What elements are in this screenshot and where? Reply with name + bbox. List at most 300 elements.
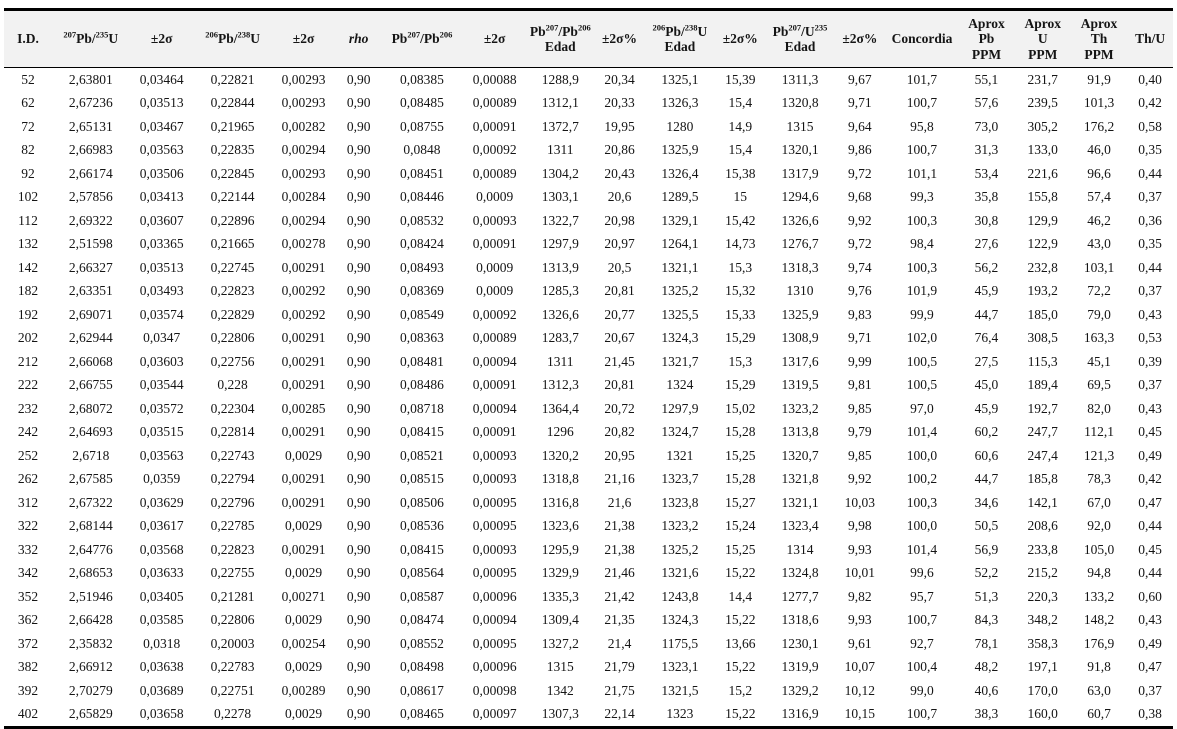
table-cell: 0,03513	[139, 95, 184, 110]
row-id-cell: 82	[21, 142, 35, 157]
table-cell: 1320,2	[541, 447, 579, 463]
table-cell: 1320,1	[781, 142, 819, 157]
table-cell: 247,4	[1027, 447, 1058, 463]
table-cell: 1295,9	[541, 541, 579, 557]
table-cell: 0,00294	[281, 212, 326, 228]
table-cell: 0,08521	[400, 447, 444, 463]
table-cell: 0,03493	[139, 283, 184, 298]
table-cell: 94,8	[1087, 565, 1111, 580]
table-cell: 0,00091	[472, 236, 517, 251]
table-cell: 0,00254	[281, 635, 326, 651]
table-cell: 2,70279	[68, 682, 113, 698]
table-row	[4, 608, 1173, 632]
table-cell: 0,22829	[210, 306, 255, 322]
table-cell: 20,95	[604, 447, 635, 463]
table-cell: 1297,9	[661, 400, 699, 416]
table-cell: 0,22823	[210, 283, 255, 298]
table-cell: 0,08718	[400, 400, 444, 416]
row-id-cell: 262	[17, 471, 39, 486]
table-cell: 0,08549	[400, 306, 444, 322]
table-cell: 1277,7	[781, 588, 819, 604]
table-cell: 0,90	[346, 118, 371, 134]
table-cell: 0,90	[346, 682, 371, 698]
table-cell: 0,08506	[400, 494, 444, 510]
table-cell: 21,6	[607, 494, 632, 510]
table-cell: 91,8	[1087, 659, 1111, 674]
table-cell: 1303,1	[541, 189, 579, 204]
table-cell: 92,7	[910, 635, 934, 651]
table-cell: 0,22845	[210, 165, 255, 181]
table-cell: 160,0	[1027, 706, 1058, 721]
table-cell: 1309,4	[541, 612, 579, 627]
table-cell: 101,7	[906, 71, 938, 87]
table-cell: 0,08451	[400, 165, 444, 181]
column-header-aprox-u-ppm: Aprox U PPM	[1024, 16, 1061, 62]
table-cell: 72,2	[1087, 283, 1111, 298]
table-cell: 100,7	[906, 612, 938, 627]
table-cell: 0,00095	[472, 635, 517, 651]
table-cell: 0,22794	[210, 471, 255, 486]
table-cell: 0,90	[346, 95, 371, 110]
table-cell: 1276,7	[781, 236, 819, 251]
table-cell: 1319,9	[781, 659, 819, 674]
table-cell: 1324,8	[781, 565, 819, 580]
table-cell: 1294,6	[781, 189, 819, 204]
table-cell: 0,08446	[400, 189, 444, 204]
table-cell: 21,4	[607, 635, 632, 651]
table-cell: 1315	[546, 659, 574, 674]
table-cell: 0,22756	[210, 353, 255, 369]
table-cell: 1321,1	[661, 259, 699, 275]
table-cell: 99,9	[910, 306, 934, 322]
table-cell: 45,0	[974, 377, 999, 392]
table-cell: 0,0009	[476, 283, 514, 298]
table-cell: 0,00093	[472, 447, 517, 463]
table-cell: 0,90	[346, 165, 371, 181]
table-cell: 15,02	[725, 400, 756, 416]
table-cell: 0,90	[346, 189, 371, 204]
table-cell: 0,00093	[472, 212, 517, 228]
table-cell: 0,0009	[476, 189, 514, 204]
table-row	[4, 67, 1173, 91]
table-row	[4, 162, 1173, 186]
table-cell: 2,67236	[68, 95, 113, 110]
row-id-cell: 332	[17, 541, 39, 557]
row-id-cell: 312	[17, 494, 39, 510]
table-row	[4, 585, 1173, 609]
table-cell: 0,44	[1138, 518, 1162, 533]
table-cell: 30,8	[974, 212, 999, 228]
table-cell: 2,6718	[72, 447, 110, 463]
row-id-cell: 112	[18, 212, 38, 228]
table-cell: 1372,7	[541, 118, 579, 134]
table-cell: 0,0029	[284, 518, 323, 533]
table-cell: 0,08465	[400, 706, 444, 721]
table-cell: 0,00094	[472, 400, 517, 416]
table-cell: 0,21281	[210, 588, 255, 604]
table-cell: 0,0848	[403, 142, 441, 157]
table-row	[4, 303, 1173, 327]
table-cell: 0,37	[1138, 189, 1162, 204]
table-cell: 1324,3	[661, 330, 699, 345]
table-cell: 0,00271	[281, 588, 326, 604]
table-cell: 133,2	[1083, 588, 1115, 604]
table-cell: 57,6	[974, 95, 999, 110]
table-cell: 2,64693	[68, 424, 113, 439]
table-cell: 0,08415	[400, 424, 444, 439]
table-cell: 247,7	[1027, 424, 1058, 439]
table-cell: 0,00091	[472, 424, 517, 439]
row-id-cell: 92	[21, 165, 35, 181]
row-id-cell: 192	[17, 306, 39, 322]
table-cell: 0,37	[1138, 682, 1162, 698]
table-cell: 0,0359	[143, 471, 181, 486]
table-cell: 1313,8	[781, 424, 819, 439]
table-cell: 60,6	[974, 447, 999, 463]
table-cell: 1321,6	[661, 565, 699, 580]
table-cell: 1304,2	[541, 165, 579, 181]
table-cell: 0,00088	[472, 71, 517, 87]
row-id-cell: 142	[17, 259, 39, 275]
table-cell: 1318,6	[781, 612, 819, 627]
row-id-cell: 212	[17, 353, 39, 369]
table-cell: 1322,7	[541, 212, 579, 228]
table-cell: 15,2	[728, 682, 753, 698]
table-cell: 0,90	[346, 541, 371, 557]
table-cell: 55,1	[974, 71, 999, 87]
table-cell: 0,03617	[139, 518, 184, 533]
table-cell: 69,5	[1087, 377, 1111, 392]
table-cell: 1325,9	[661, 142, 699, 157]
table-cell: 0,00293	[281, 165, 326, 181]
table-cell: 100,5	[906, 377, 938, 392]
table-cell: 15,25	[725, 541, 756, 557]
table-cell: 0,00093	[472, 471, 517, 486]
table-cell: 1312,1	[541, 95, 579, 110]
table-cell: 1324,7	[661, 424, 699, 439]
table-cell: 9,72	[848, 236, 872, 251]
table-cell: 43,0	[1087, 236, 1111, 251]
table-cell: 0,00095	[472, 565, 517, 580]
table-cell: 15,28	[725, 424, 756, 439]
table-cell: 20,82	[604, 424, 635, 439]
table-cell: 215,2	[1027, 565, 1058, 580]
table-cell: 35,8	[974, 189, 999, 204]
table-cell: 0,08552	[400, 635, 444, 651]
table-cell: 100,5	[906, 353, 938, 369]
table-row	[4, 115, 1173, 139]
table-cell: 129,9	[1027, 212, 1058, 228]
table-cell: 15,22	[725, 706, 756, 721]
row-id-cell: 362	[17, 612, 39, 627]
table-cell: 0,40	[1138, 71, 1162, 87]
table-cell: 9,74	[848, 259, 872, 275]
table-cell: 0,22823	[210, 541, 255, 557]
table-cell: 15,28	[725, 471, 756, 486]
table-cell: 0,00291	[281, 494, 326, 510]
row-id-cell: 132	[17, 236, 39, 251]
table-cell: 96,6	[1087, 165, 1111, 181]
table-cell: 142,1	[1027, 494, 1058, 510]
table-cell: 0,03506	[139, 165, 184, 181]
table-cell: 21,45	[604, 353, 635, 369]
table-cell: 358,3	[1027, 635, 1058, 651]
table-cell: 9,83	[848, 306, 872, 322]
table-cell: 1364,4	[541, 400, 579, 416]
table-cell: 20,97	[604, 236, 635, 251]
table-cell: 1342	[546, 682, 574, 698]
table-cell: 1285,3	[541, 283, 579, 298]
table-cell: 0,00094	[472, 353, 517, 369]
table-cell: 0,22755	[210, 565, 255, 580]
table-cell: 0,90	[346, 377, 371, 392]
table-cell: 98,4	[910, 236, 934, 251]
table-cell: 2,69322	[68, 212, 113, 228]
table-cell: 1308,9	[781, 330, 819, 345]
table-cell: 44,7	[974, 306, 999, 322]
table-cell: 0,21965	[210, 118, 255, 134]
table-cell: 0,60	[1138, 588, 1162, 604]
table-cell: 14,4	[728, 588, 753, 604]
table-cell: 56,2	[974, 259, 999, 275]
table-cell: 0,0318	[143, 635, 181, 651]
table-cell: 14,9	[728, 118, 753, 134]
table-cell: 0,03568	[139, 541, 184, 557]
table-cell: 1317,6	[781, 353, 819, 369]
table-cell: 9,72	[848, 165, 872, 181]
table-cell: 2,63801	[68, 71, 113, 87]
table-cell: 0,90	[346, 400, 371, 416]
table-cell: 9,67	[848, 71, 872, 87]
column-header-pb207-pb206-ratio: Pb$^{207}$/Pb$^{206}$	[391, 29, 453, 47]
table-cell: 0,47	[1138, 494, 1162, 510]
table-row	[4, 373, 1173, 397]
table-cell: 19,95	[604, 118, 635, 134]
table-cell: 112,1	[1084, 424, 1114, 439]
table-cell: 0,22896	[210, 212, 255, 228]
table-cell: 13,66	[725, 635, 756, 651]
table-cell: 1317,9	[781, 165, 819, 181]
header-row	[4, 10, 1173, 68]
table-cell: 0,00291	[281, 541, 326, 557]
table-cell: 0,08424	[400, 236, 444, 251]
table-cell: 0,22844	[210, 95, 255, 110]
table-cell: 0,90	[346, 706, 371, 721]
table-cell: 9,64	[848, 118, 872, 134]
table-cell: 0,39	[1138, 353, 1162, 369]
table-row	[4, 632, 1173, 656]
table-cell: 101,3	[1083, 95, 1115, 110]
row-id-cell: 102	[17, 189, 39, 204]
table-cell: 20,33	[604, 95, 635, 110]
table-cell: 9,71	[848, 95, 872, 110]
table-cell: 21,75	[604, 682, 635, 698]
table-cell: 0,00292	[281, 283, 326, 298]
table-cell: 100,0	[906, 447, 938, 463]
table-cell: 91,9	[1087, 71, 1111, 87]
table-cell: 0,00289	[281, 682, 326, 698]
table-cell: 0,45	[1138, 424, 1162, 439]
table-cell: 148,2	[1083, 612, 1115, 627]
table-cell: 1325,2	[661, 541, 699, 557]
table-cell: 0,03633	[139, 565, 184, 580]
table-cell: 97,0	[910, 400, 934, 416]
table-cell: 0,49	[1138, 447, 1162, 463]
table-cell: 101,9	[906, 283, 938, 298]
table-cell: 0,00096	[472, 588, 517, 604]
table-cell: 0,00091	[472, 118, 517, 134]
table-row	[4, 467, 1173, 491]
table-cell: 1325,2	[661, 283, 699, 298]
table-cell: 0,0347	[143, 330, 181, 345]
table-cell: 185,0	[1027, 306, 1058, 322]
table-cell: 1283,7	[541, 330, 579, 345]
isotope-data-table	[4, 8, 1173, 729]
table-row	[4, 561, 1173, 585]
table-cell: 9,99	[848, 353, 872, 369]
table-cell: 20,43	[604, 165, 635, 181]
table-cell: 0,90	[346, 471, 371, 486]
column-header-th-u-ratio: Th/U	[1135, 31, 1166, 47]
table-cell: 155,8	[1027, 189, 1058, 204]
table-cell: 0,08493	[400, 259, 444, 275]
table-cell: 0,45	[1138, 541, 1162, 557]
table-cell: 9,93	[848, 612, 872, 627]
table-cell: 9,86	[848, 142, 872, 157]
column-header-rho: rho	[348, 31, 369, 47]
table-cell: 0,90	[346, 212, 371, 228]
table-cell: 9,76	[848, 283, 872, 298]
table-cell: 1318,8	[541, 471, 579, 486]
table-cell: 56,9	[974, 541, 999, 557]
table-cell: 348,2	[1027, 612, 1058, 627]
table-cell: 15,22	[725, 565, 756, 580]
table-cell: 0,00294	[281, 142, 326, 157]
table-cell: 103,1	[1083, 259, 1115, 275]
table-cell: 0,03413	[139, 189, 184, 204]
column-header-err-2sigma-2: ±2σ	[292, 31, 315, 47]
table-cell: 20,34	[604, 71, 635, 87]
table-cell: 1310	[786, 283, 814, 298]
table-cell: 15,33	[725, 306, 756, 322]
table-cell: 45,9	[974, 400, 999, 416]
table-cell: 15,22	[725, 612, 756, 627]
table-cell: 27,6	[974, 236, 999, 251]
table-cell: 100,3	[906, 212, 938, 228]
table-cell: 9,79	[848, 424, 872, 439]
table-cell: 1321,5	[661, 682, 699, 698]
table-cell: 0,90	[346, 330, 371, 345]
table-cell: 100,0	[906, 518, 938, 533]
table-cell: 0,22796	[210, 494, 255, 510]
table-cell: 0,36	[1138, 212, 1162, 228]
row-id-cell: 342	[17, 565, 39, 580]
table-cell: 0,00291	[281, 330, 326, 345]
table-cell: 0,00291	[281, 259, 326, 275]
table-cell: 15,4	[728, 95, 753, 110]
table-cell: 40,6	[974, 682, 999, 698]
row-id-cell: 372	[17, 635, 39, 651]
table-cell: 0,00291	[281, 377, 326, 392]
table-cell: 2,68144	[68, 518, 113, 533]
row-id-cell: 322	[17, 518, 39, 533]
table-cell: 0,22751	[210, 682, 255, 698]
table-cell: 0,03689	[139, 682, 184, 698]
table-cell: 99,3	[910, 189, 934, 204]
table-cell: 2,65131	[68, 118, 113, 134]
table-cell: 0,90	[346, 236, 371, 251]
table-cell: 0,00282	[281, 118, 326, 134]
table-cell: 1326,4	[661, 165, 699, 181]
table-cell: 1315	[786, 118, 814, 134]
table-cell: 21,79	[604, 659, 635, 674]
table-cell: 1327,2	[541, 635, 579, 651]
table-cell: 0,90	[346, 659, 371, 674]
table-cell: 2,69071	[68, 306, 113, 322]
table-cell: 1323,4	[781, 518, 819, 533]
table-cell: 0,22304	[210, 400, 255, 416]
row-id-cell: 392	[17, 682, 39, 698]
table-cell: 176,2	[1083, 118, 1115, 134]
table-cell: 0,00091	[472, 377, 517, 392]
table-row	[4, 491, 1173, 515]
table-cell: 1326,6	[541, 306, 579, 322]
table-cell: 20,72	[604, 400, 635, 416]
table-cell: 0,00089	[472, 165, 517, 181]
table-cell: 1320,8	[781, 95, 819, 110]
column-header-err-2sigma-pct-1: ±2σ%	[602, 31, 638, 47]
table-cell: 10,03	[844, 494, 876, 510]
table-cell: 0,0029	[284, 706, 323, 721]
table-cell: 9,68	[848, 189, 872, 204]
table-cell: 46,0	[1087, 142, 1111, 157]
table-cell: 99,0	[910, 682, 934, 698]
table-cell: 2,67585	[68, 471, 113, 486]
row-id-cell: 222	[17, 377, 39, 392]
table-cell: 0,03603	[139, 353, 184, 369]
table-cell: 15,39	[725, 71, 756, 87]
table-cell: 0,90	[346, 259, 371, 275]
table-cell: 239,5	[1027, 95, 1058, 110]
table-cell: 21,35	[604, 612, 635, 627]
table-cell: 20,98	[604, 212, 635, 228]
table-cell: 0,22783	[210, 659, 255, 674]
table-cell: 9,71	[848, 330, 872, 345]
table-cell: 21,16	[604, 471, 635, 486]
table-cell: 0,44	[1138, 165, 1162, 181]
table-cell: 9,98	[848, 518, 872, 533]
table-cell: 15,22	[725, 659, 756, 674]
table-cell: 1323,8	[661, 494, 699, 510]
table-cell: 1321,1	[781, 494, 819, 510]
table-cell: 192,7	[1027, 400, 1058, 416]
table-cell: 0,38	[1138, 706, 1162, 721]
table-cell: 0,03638	[139, 659, 184, 674]
table-cell: 197,1	[1027, 659, 1058, 674]
table-cell: 0,03585	[139, 612, 184, 627]
table-cell: 133,0	[1027, 142, 1058, 157]
table-cell: 15,29	[725, 330, 756, 345]
table-cell: 2,51598	[68, 236, 113, 251]
table-cell: 0,42	[1138, 471, 1162, 486]
table-cell: 9,92	[848, 471, 872, 486]
row-id-cell: 72	[21, 118, 35, 134]
table-cell: 15,38	[725, 165, 756, 181]
table-cell: 0,2278	[214, 706, 252, 721]
table-cell: 0,90	[346, 494, 371, 510]
table-cell: 0,22814	[210, 424, 255, 439]
table-cell: 0,90	[346, 424, 371, 439]
